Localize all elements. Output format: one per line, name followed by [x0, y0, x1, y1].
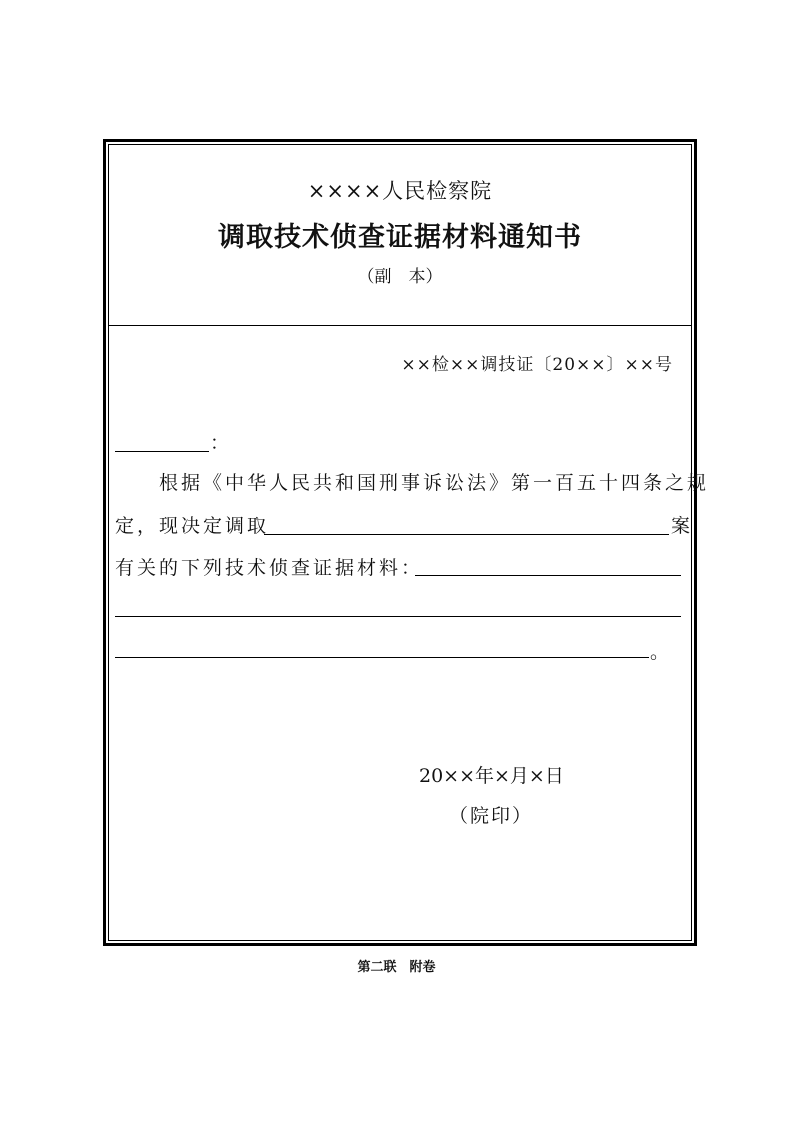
- body-line-3-prefix: 有关的下列技术侦查证据材料：: [115, 557, 424, 579]
- court-seal-label: （院印）: [449, 805, 534, 827]
- copy-label: （副 本）: [357, 267, 443, 287]
- document-number: ××检××调技证〔20××〕××号: [401, 355, 673, 375]
- recipient-colon: ：: [210, 432, 233, 454]
- materials-blank-3[interactable]: [115, 657, 649, 658]
- form-inner-border: [108, 144, 710, 941]
- materials-blank-1[interactable]: [415, 575, 681, 576]
- org-name: ××××人民检察院: [307, 179, 493, 203]
- case-name-blank[interactable]: [264, 534, 669, 535]
- form-frame: [103, 139, 710, 946]
- document-title: 调取技术侦查证据材料通知书: [218, 222, 582, 253]
- body-line-2-suffix: 案: [671, 515, 694, 537]
- issue-date: 20××年×月×日: [419, 765, 564, 787]
- copy-footer-label: 第二联 附卷: [357, 960, 436, 975]
- recipient-blank[interactable]: [115, 451, 209, 452]
- header-divider: [109, 325, 691, 326]
- body-line-1: 根据《中华人民共和国刑事诉讼法》第一百五十四条之规: [159, 472, 710, 494]
- materials-blank-2[interactable]: [115, 616, 681, 617]
- end-period: 。: [650, 641, 673, 663]
- body-line-2-prefix: 定，现决定调取: [115, 515, 270, 537]
